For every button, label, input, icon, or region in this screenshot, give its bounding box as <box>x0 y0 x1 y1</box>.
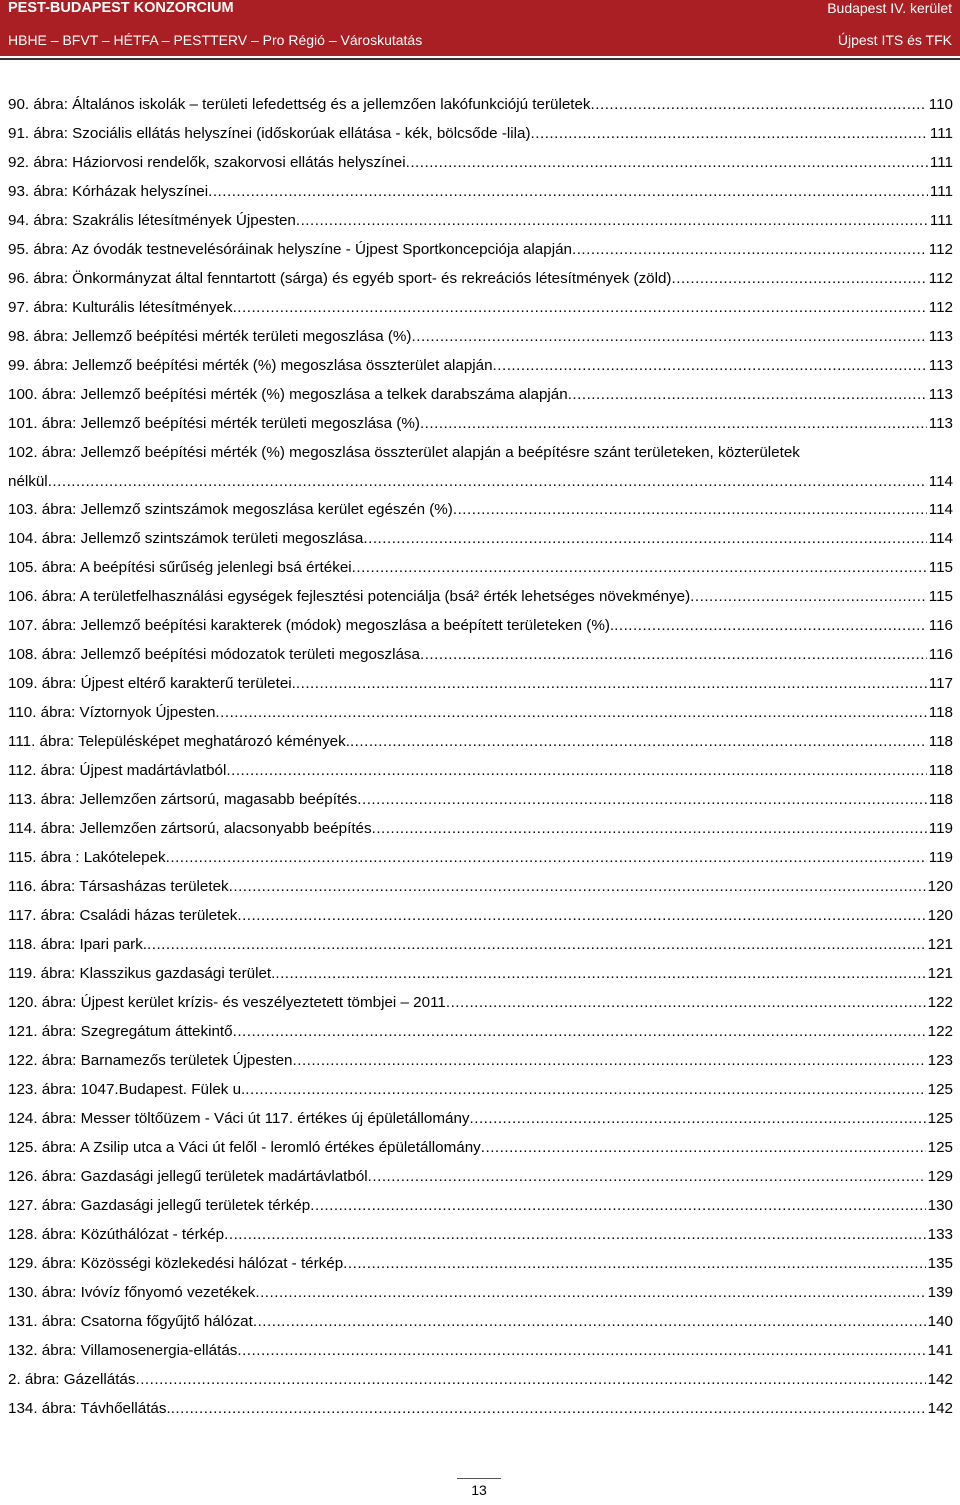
toc-leader-dots <box>363 524 926 553</box>
toc-entry-line <box>8 1307 953 1336</box>
toc-leader-dots <box>237 901 925 930</box>
toc-entry-line <box>8 351 953 380</box>
toc-entry-title: 108. ábra: Jellemző beépítési módozatok területi megoszlása <box>8 646 420 663</box>
toc-entry-page: 118 <box>928 733 953 750</box>
toc-entry-title: 93. ábra: Kórházak helyszínei <box>8 183 209 200</box>
toc-entry-line <box>8 1278 953 1307</box>
toc-leader-dots <box>614 611 927 640</box>
toc-entry-title: 124. ábra: Messer töltőüzem - Váci út 117. értékes új épületállomány <box>8 1110 470 1127</box>
toc-entry-line <box>8 553 953 582</box>
header-rule <box>0 58 960 60</box>
toc-entry-line <box>8 930 953 959</box>
toc-entry-page: 142 <box>927 1400 953 1417</box>
toc-entry[interactable] <box>8 1104 953 1133</box>
toc-entry[interactable] <box>8 1075 953 1104</box>
toc-leader-dots <box>171 1394 926 1423</box>
toc-entry-line <box>8 495 953 524</box>
toc-entry-line <box>8 148 953 177</box>
toc-entry[interactable] <box>8 1220 953 1249</box>
toc-entry[interactable] <box>8 1191 953 1220</box>
toc-entry-title-line1: 102. ábra: Jellemző beépítési mérték (%) megoszlása összterület alapján a beépítésre szánt területeken, közterületek <box>8 444 800 461</box>
toc-entry-page: 112 <box>928 299 953 316</box>
toc-entry-title: 105. ábra: A beépítési sűrűség jelenlegi bsá értékei <box>8 559 352 576</box>
toc-entry[interactable] <box>8 872 953 901</box>
toc-entry-page: 111 <box>929 212 953 229</box>
toc-entry-title: 91. ábra: Szociális ellátás helyszínei (időskorúak ellátása - kék, bölcsőde -lila) <box>8 125 531 142</box>
toc-entry[interactable] <box>8 1162 953 1191</box>
toc-entry-line <box>8 409 953 438</box>
toc-entry-title: 128. ábra: Közúthálózat - térkép <box>8 1226 225 1243</box>
toc-entry-line <box>8 1162 953 1191</box>
toc-leader-dots <box>275 959 925 988</box>
toc-entry[interactable] <box>8 264 953 293</box>
toc-entry-title: 100. ábra: Jellemző beépítési mérték (%) megoszlása a telkek darabszáma alapján <box>8 386 568 403</box>
toc-entry-page: 125 <box>927 1139 953 1156</box>
toc-entry[interactable] <box>8 90 953 119</box>
toc-entry-page: 133 <box>927 1226 953 1243</box>
toc-entry-line <box>8 785 953 814</box>
toc-leader-dots <box>166 843 927 872</box>
toc-entry[interactable] <box>8 1046 953 1075</box>
toc-leader-dots <box>568 380 927 409</box>
toc-entry-line <box>8 235 953 264</box>
toc-entry[interactable] <box>8 756 953 785</box>
page-header <box>0 0 960 64</box>
toc-entry-line <box>8 698 953 727</box>
toc-entry-title: 127. ábra: Gazdasági jellegű területek térkép <box>8 1197 311 1214</box>
toc-entry-title: 123. ábra: 1047.Budapest. Fülek u. <box>8 1081 246 1098</box>
toc-leader-dots <box>420 640 927 669</box>
toc-entry-title: 122. ábra: Barnamezős területek Újpesten <box>8 1052 293 1069</box>
toc-entry-line <box>8 727 953 756</box>
toc-entry-title: 103. ábra: Jellemző szintszámok megoszlása kerület egészén (%) <box>8 501 453 518</box>
page-footer <box>0 1478 960 1504</box>
toc-entry-page: 113 <box>928 328 953 345</box>
toc-entry-page: 120 <box>927 907 953 924</box>
toc-entry-line <box>8 1220 953 1249</box>
toc-entry-page: 113 <box>928 415 953 432</box>
toc-leader-dots <box>352 553 927 582</box>
toc-entry[interactable] <box>8 206 953 235</box>
toc-entry-title: 107. ábra: Jellemző beépítési karakterek (módok) megoszlása a beépített területeken (%). <box>8 617 615 634</box>
toc-leader-dots <box>368 1162 926 1191</box>
toc-entry-title: 113. ábra: Jellemzően zártsorú, magasabb beépítés <box>8 791 358 808</box>
toc-entry-line <box>8 119 953 148</box>
toc-entry-line <box>8 264 953 293</box>
header-row-top <box>8 0 952 20</box>
toc-leader-dots <box>237 1336 925 1365</box>
toc-entry-page: 111 <box>929 183 953 200</box>
toc-entry-title: 2. ábra: Gázellátás <box>8 1371 136 1388</box>
toc-entry-page: 119 <box>928 849 953 866</box>
toc-entry[interactable] <box>8 177 953 206</box>
toc-entry-line <box>8 524 953 553</box>
toc-entry-title: 99. ábra: Jellemző beépítési mérték (%) megoszlása összterület alapján <box>8 357 493 374</box>
toc-leader-dots <box>296 669 927 698</box>
toc-entry-title: 119. ábra: Klasszikus gazdasági terület. <box>8 965 276 982</box>
toc-entry-line <box>8 1191 953 1220</box>
toc-leader-dots <box>255 1278 925 1307</box>
toc-entry-title: 117. ábra: Családi házas területek <box>8 907 238 924</box>
toc-entry-line <box>8 1365 953 1394</box>
toc-entry[interactable] <box>8 322 953 351</box>
toc-entry-line <box>8 582 953 611</box>
toc-entry-title: 94. ábra: Szakrális létesítmények Újpesten <box>8 212 296 229</box>
toc-entry-line <box>8 1133 953 1162</box>
toc-entry-page: 135 <box>927 1255 953 1272</box>
toc-leader-dots <box>493 351 927 380</box>
toc-entry-title: 125. ábra: A Zsilip utca a Váci út felől - leromló értékes épületállomány <box>8 1139 481 1156</box>
toc-entry-page: 125 <box>927 1110 953 1127</box>
toc-entry-page: 114 <box>928 501 953 518</box>
toc-entry[interactable] <box>8 669 953 698</box>
toc-leader-dots <box>572 235 927 264</box>
toc-entry-line <box>8 669 953 698</box>
toc-leader-dots <box>406 148 928 177</box>
toc-entry-line <box>8 959 953 988</box>
toc-leader-dots <box>253 1307 926 1336</box>
toc-leader-dots <box>591 90 927 119</box>
toc-entry[interactable] <box>8 1394 953 1423</box>
toc-entry-page: 116 <box>928 617 953 634</box>
toc-leader-dots <box>531 119 928 148</box>
toc-leader-dots <box>357 785 927 814</box>
toc-entry[interactable] <box>8 843 953 872</box>
toc-entry-title: 92. ábra: Háziorvosi rendelők, szakorvosi ellátás helyszínei <box>8 154 406 171</box>
toc-entry[interactable] <box>8 119 953 148</box>
toc-leader-dots <box>481 1133 926 1162</box>
toc-entry-line <box>8 1075 953 1104</box>
toc-entry-page: 122 <box>927 994 953 1011</box>
toc-leader-dots <box>420 409 927 438</box>
toc-entry[interactable] <box>8 148 953 177</box>
toc-entry-page: 129 <box>927 1168 953 1185</box>
toc-entry-title: 98. ábra: Jellemző beépítési mérték területi megoszlása (%) <box>8 328 412 345</box>
toc-entry[interactable] <box>8 698 953 727</box>
toc-entry[interactable] <box>8 640 953 669</box>
toc-entry-line <box>8 293 953 322</box>
toc-leader-dots <box>350 727 927 756</box>
toc-entry-line <box>8 1394 953 1423</box>
toc-leader-dots <box>293 1046 926 1075</box>
toc-entry-page: 120 <box>927 878 953 895</box>
toc-entry-page: 140 <box>927 1313 953 1330</box>
toc-entry-page: 110 <box>928 96 953 113</box>
toc-entry-page: 139 <box>927 1284 953 1301</box>
toc-entry[interactable] <box>8 930 953 959</box>
toc-entry-title: 118. ábra: Ipari park. <box>8 936 148 953</box>
toc-entry-title: 106. ábra: A területfelhasználási egységek fejlesztési potenciálja (bsá² érték lehetséges növekménye) <box>8 588 691 605</box>
toc-entry-line <box>8 901 953 930</box>
toc-entry-title: 111. ábra: Településképet meghatározó kémények. <box>8 733 350 750</box>
toc-entry-page: 118 <box>928 704 953 721</box>
toc-entry-title: 134. ábra: Távhőellátás. <box>8 1400 171 1417</box>
toc-leader-dots <box>446 988 926 1017</box>
toc-entry-title: 131. ábra: Csatorna főgyűjtő hálózat <box>8 1313 253 1330</box>
figure-list <box>8 90 953 1423</box>
toc-leader-dots <box>412 322 927 351</box>
toc-leader-dots <box>233 293 927 322</box>
toc-entry[interactable] <box>8 611 953 640</box>
toc-entry-line <box>8 988 953 1017</box>
toc-entry-line <box>8 640 953 669</box>
toc-entry[interactable] <box>8 1278 953 1307</box>
toc-entry-line <box>8 1104 953 1133</box>
toc-entry-title: 101. ábra: Jellemző beépítési mérték területi megoszlása (%) <box>8 415 420 432</box>
toc-entry-line <box>8 467 953 496</box>
toc-entry[interactable] <box>8 727 953 756</box>
toc-entry-page: 142 <box>927 1371 953 1388</box>
toc-entry[interactable] <box>8 409 953 438</box>
toc-entry-title: 120. ábra: Újpest kerület krízis- és veszélyeztetett tömbjei – 2011 <box>8 994 446 1011</box>
toc-entry[interactable] <box>8 1017 953 1046</box>
toc-entry-title: 114. ábra: Jellemzően zártsorú, alacsonyabb beépítés <box>8 820 372 837</box>
toc-entry-page: 111 <box>929 125 953 142</box>
toc-entry-page: 125 <box>927 1081 953 1098</box>
toc-entry-line <box>8 1017 953 1046</box>
toc-entry-title: 96. ábra: Önkormányzat által fenntartott (sárga) és egyéb sport- és rekreációs létesítmények (zöld) <box>8 270 672 287</box>
toc-leader-dots <box>672 264 927 293</box>
header-consortium: PEST-BUDAPEST KONZORCIUM <box>8 0 234 16</box>
toc-entry-line <box>8 177 953 206</box>
toc-leader-dots <box>296 206 928 235</box>
toc-entry[interactable] <box>8 351 953 380</box>
toc-entry[interactable] <box>8 814 953 843</box>
toc-entry[interactable] <box>8 438 953 495</box>
toc-entry-page: 117 <box>928 675 953 692</box>
toc-entry[interactable] <box>8 235 953 264</box>
toc-entry-title: 112. ábra: Újpest madártávlatból <box>8 762 227 779</box>
toc-leader-dots <box>310 1191 925 1220</box>
toc-entry-title: 104. ábra: Jellemző szintszámok területi megoszlása <box>8 530 364 547</box>
toc-leader-dots <box>372 814 927 843</box>
toc-entry[interactable] <box>8 959 953 988</box>
toc-entry[interactable] <box>8 1249 953 1278</box>
toc-entry-title: nélkül <box>8 473 48 490</box>
toc-entry-page: 114 <box>928 473 953 490</box>
toc-leader-dots <box>135 1365 925 1394</box>
toc-entry-page: 118 <box>928 762 953 779</box>
toc-leader-dots <box>226 756 926 785</box>
toc-entry-page: 130 <box>927 1197 953 1214</box>
toc-entry[interactable] <box>8 293 953 322</box>
toc-entry[interactable] <box>8 524 953 553</box>
toc-entry-title: 126. ábra: Gazdasági jellegű területek madártávlatból <box>8 1168 368 1185</box>
toc-entry-title: 110. ábra: Víztornyok Újpesten <box>8 704 216 721</box>
toc-entry-line <box>8 322 953 351</box>
toc-entry-page: 112 <box>928 270 953 287</box>
toc-entry-page: 118 <box>928 791 953 808</box>
toc-leader-dots <box>48 467 927 496</box>
toc-entry-title: 116. ábra: Társasházas területek <box>8 878 229 895</box>
toc-leader-dots <box>215 698 926 727</box>
toc-entry-page: 141 <box>927 1342 953 1359</box>
toc-leader-dots <box>229 872 926 901</box>
toc-entry-page: 121 <box>927 936 953 953</box>
toc-entry-page: 115 <box>928 559 953 576</box>
toc-entry-page: 113 <box>928 386 953 403</box>
header-document: Újpest ITS és TFK <box>837 32 952 48</box>
toc-entry-line <box>8 756 953 785</box>
toc-entry-page: 122 <box>927 1023 953 1040</box>
toc-entry-title: 130. ábra: Ivóvíz főnyomó vezetékek <box>8 1284 256 1301</box>
toc-entry[interactable] <box>8 380 953 409</box>
toc-entry-page: 113 <box>928 357 953 374</box>
toc-entry-title: 132. ábra: Villamosenergia-ellátás <box>8 1342 238 1359</box>
toc-entry-line <box>8 843 953 872</box>
toc-entry-line <box>8 90 953 119</box>
toc-leader-dots <box>470 1104 926 1133</box>
toc-leader-dots <box>690 582 927 611</box>
header-district: Budapest IV. kerület <box>827 0 952 16</box>
toc-entry-page: 114 <box>928 530 953 547</box>
toc-entry-title: 109. ábra: Újpest eltérő karakterű területei. <box>8 675 296 692</box>
toc-leader-dots <box>245 1075 925 1104</box>
toc-entry-line <box>8 1249 953 1278</box>
toc-entry[interactable] <box>8 582 953 611</box>
toc-entry[interactable] <box>8 785 953 814</box>
toc-entry[interactable] <box>8 1307 953 1336</box>
toc-entry-page: 123 <box>927 1052 953 1069</box>
toc-entry[interactable] <box>8 1133 953 1162</box>
toc-entry-title: 95. ábra: Az óvodák testnevelésóráinak helyszíne - Újpest Sportkoncepciója alapján <box>8 241 572 258</box>
toc-entry-page: 121 <box>927 965 953 982</box>
toc-entry-title: 129. ábra: Közösségi közlekedési hálózat - térkép <box>8 1255 344 1272</box>
toc-leader-dots <box>224 1220 926 1249</box>
toc-entry[interactable] <box>8 988 953 1017</box>
toc-entry[interactable] <box>8 1336 953 1365</box>
page-number: 13 <box>457 1478 501 1505</box>
toc-entry-page: 115 <box>928 588 953 605</box>
toc-leader-dots <box>233 1017 926 1046</box>
toc-leader-dots <box>208 177 928 206</box>
toc-leader-dots <box>343 1249 925 1278</box>
toc-entry[interactable] <box>8 553 953 582</box>
header-members: HBHE – BFVT – HÉTFA – PESTTERV – Pro Régió – Városkutatás <box>8 32 423 48</box>
toc-entry-title: 90. ábra: Általános iskolák – területi lefedettség és a jellemzően lakófunkciójú területek <box>8 96 591 113</box>
toc-entry-line <box>8 1336 953 1365</box>
toc-entry-line <box>8 872 953 901</box>
toc-entry-page: 119 <box>928 820 953 837</box>
toc-entry-title: 115. ábra : Lakótelepek <box>8 849 166 866</box>
toc-entry-title: 121. ábra: Szegregátum áttekintő <box>8 1023 233 1040</box>
toc-entry-line <box>8 814 953 843</box>
header-row-bottom <box>8 32 952 50</box>
toc-entry-line <box>8 380 953 409</box>
toc-leader-dots <box>453 495 927 524</box>
toc-entry-page: 111 <box>929 154 953 171</box>
toc-entry-line <box>8 206 953 235</box>
toc-entry-title: 97. ábra: Kulturális létesítmények <box>8 299 233 316</box>
toc-entry[interactable] <box>8 1365 953 1394</box>
toc-entry-line <box>8 1046 953 1075</box>
toc-entry[interactable] <box>8 901 953 930</box>
toc-leader-dots <box>147 930 926 959</box>
toc-entry-line <box>8 611 953 640</box>
toc-entry[interactable] <box>8 495 953 524</box>
toc-entry-page: 112 <box>928 241 953 258</box>
toc-entry-page: 116 <box>928 646 953 663</box>
